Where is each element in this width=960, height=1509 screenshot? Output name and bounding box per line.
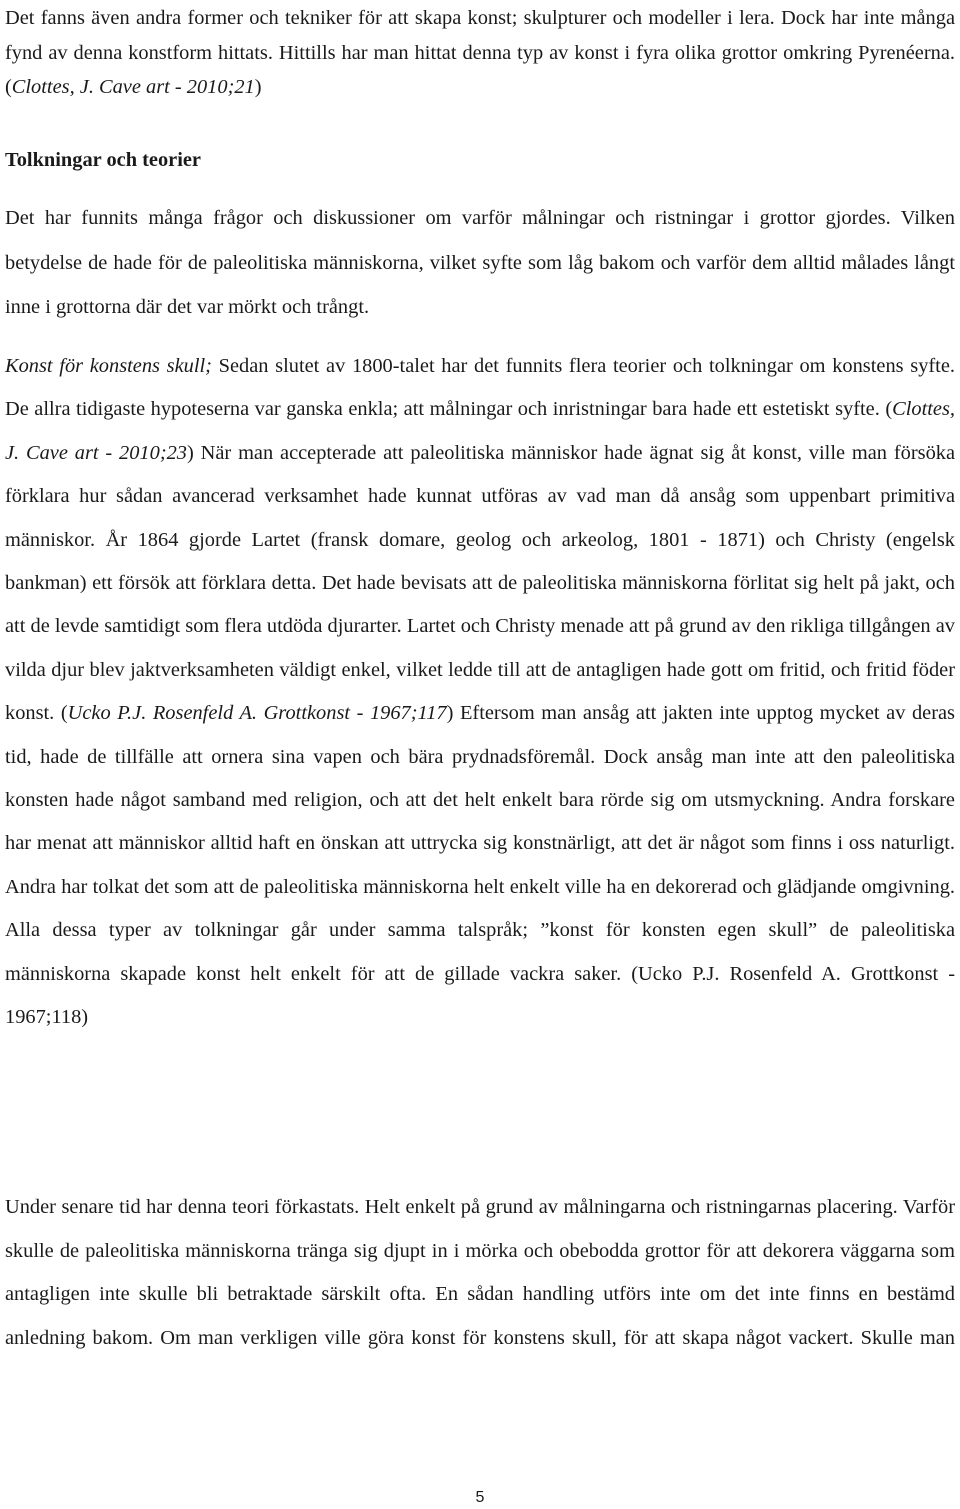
section-heading: Tolkningar och teorier <box>5 149 201 171</box>
citation: Ucko P.J. Rosenfeld A. Grottkonst - 1967;117 <box>67 702 447 725</box>
citation: Clottes, J. Cave art - 2010;23 <box>5 398 955 464</box>
citation: Clottes, J. Cave art - 2010;21 <box>11 76 255 99</box>
paragraph-rejected-theory: Under senare tid har denna teori förkastats. Helt enkelt på grund av målningarna och ristningarnas placering. Varför skulle de paleolitiska människorna tränga sig djupt in i mörka och obebodda grottor för att dekorera väggarna som antagligen inte skulle bli betraktade särskilt ofta. En sådan handling utförs inte om det inte finns en bestämd anledning bakom. Om man verkligen ville göra konst för konstens skull, för att skapa något vackert. Skulle man <box>5 1196 955 1349</box>
citation-close: ) <box>254 76 262 99</box>
page-number: 5 <box>475 1489 485 1506</box>
paragraph-text: Sedan slutet av 1800-talet har det funnits flera teorier och tolkningar om konstens syfte. De allra tidigaste hypoteserna var ganska enkla; att målningar och inristningar bara hade ett estetiskt syfte. ( <box>5 355 955 421</box>
paragraph-text: Det fanns även andra former och tekniker för att skapa konst; skulpturer och modeller i lera. Dock har inte många fynd av denna konstform hittats. Hittills har man hittat denna typ av konst i fyra olika grottor omkring Pyrenéerna. ( <box>5 7 955 99</box>
paragraph-art-for-arts-sake <box>5 345 955 1040</box>
paragraph-questions: Det har funnits många frågor och diskussioner om varför målningar och ristningar i grottor gjordes. Vilken betydelse de hade för de paleolitiska människorna, vilket syfte som låg bakom och varför dem alltid målades långt inne i grottorna där det var mörkt och trångt. <box>5 207 955 319</box>
paragraph-text: ) Eftersom man ansåg att jakten inte upptog mycket av deras tid, hade de tillfälle att ornera sina vapen och bära prydnadsföremål. Dock ansåg man inte att den paleolitiska konsten hade något samband med religion, och att det helt enkelt bara rörde sig om utsmyckning. Andra forskare har menat att människor alltid haft en önskan att uttrycka sig konstnärligt, att det är något som finns i oss naturligt. Andra har tolkat det som att de paleolitiska människorna helt enkelt ville ha en dekorerad och glädjande omgivning. Alla dessa typer av tolkningar går under samma talspråk; ”konst för konsten egen skull” de paleolitiska människorna skapade konst helt enkelt för att de gillade vackra saker. (Ucko P.J. Rosenfeld A. Grottkonst - 1967;118) <box>5 702 955 1029</box>
paragraph-text: ) När man accepterade att paleolitiska människor hade ägnat sig åt konst, ville man försöka förklara hur sådan avancerad verksamhet hade kunnat utföras av vad man då ansåg som uppenbart primitiva människor. År 1864 gjorde Lartet (fransk domare, geolog och arkeolog, 1801 - 1871) och Christy (engelsk bankman) ett försök att förklara detta. Det hade bevisats att de paleolitiska människorna förlitat sig helt på jakt, och att de levde samtidigt som flera utdöda djurarter. Lartet och Christy menade att på grund av den rikliga tillgången av vilda djur blev jaktverksamheten väldigt enkel, vilket ledde till att de antagligen hade gott om fritid, och fritid föder konst. ( <box>5 441 956 725</box>
paragraph-sculptures <box>5 1 955 105</box>
document-page <box>5 0 955 1509</box>
paragraph-lead-italic: Konst för konstens skull; <box>5 355 212 377</box>
